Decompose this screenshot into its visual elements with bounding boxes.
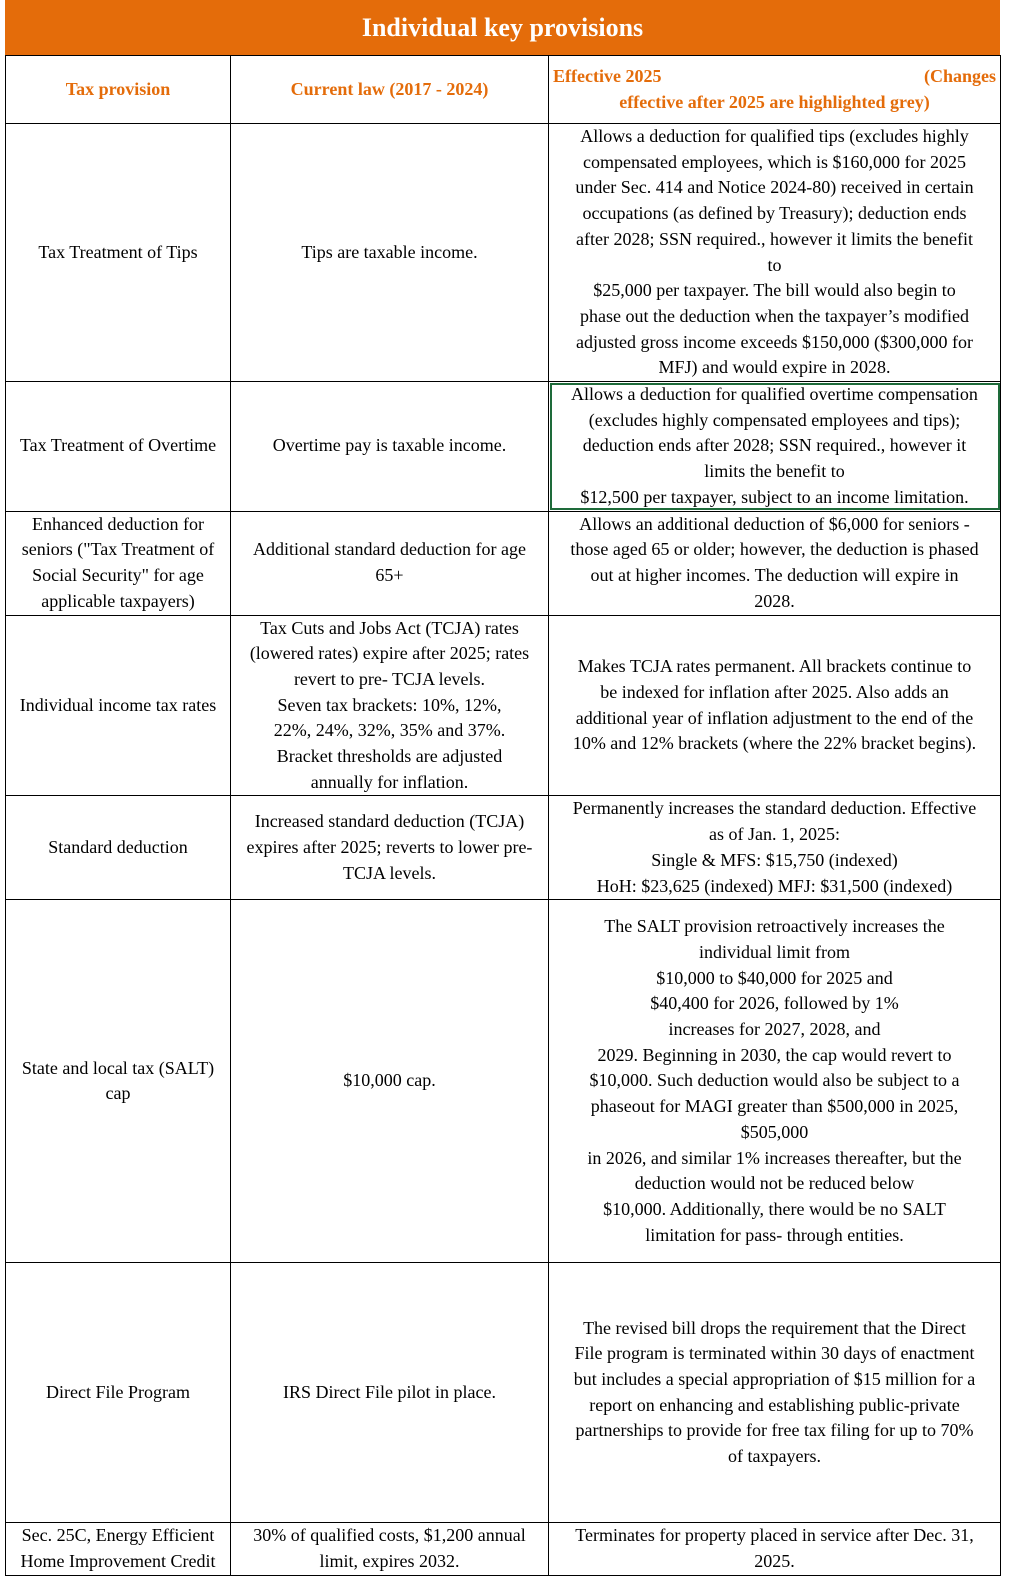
cell-text-line: 10% and 12% brackets (where the 22% bracket begins). xyxy=(572,733,977,754)
cell-text-line: Increased standard deduction (TCJA) xyxy=(254,811,525,832)
cell-text-line: $10,000. Such deduction would also be subject to a xyxy=(589,1070,960,1091)
cell-text-line: Tips are taxable income. xyxy=(301,241,478,262)
header-current-law: Current law (2017 - 2024) xyxy=(231,56,549,124)
provisions-table xyxy=(5,55,1001,1576)
cell-text-line: Enhanced deduction for xyxy=(32,513,204,534)
cell-text-line: State and local tax (SALT) xyxy=(21,1057,215,1078)
table-row xyxy=(6,511,1001,615)
table-row xyxy=(6,796,1001,900)
cell-text-line: but includes a special appropriation of $15 million for a xyxy=(573,1369,976,1390)
cell-text-line: deduction ends after 2028; SSN required., however it xyxy=(582,435,967,456)
cell-text-line: occupations (as defined by Treasury); deduction ends xyxy=(582,203,967,224)
header-changes-note-cont: effective after 2025 are highlighted grey) xyxy=(619,91,930,112)
cell-text-line: of taxpayers. xyxy=(728,1446,821,1467)
cell-text-line: The SALT provision retroactively increases the xyxy=(604,916,945,937)
cell-text-line: Makes TCJA rates permanent. All brackets continue to xyxy=(577,656,972,677)
cell-text-line: deduction would not be reduced below xyxy=(634,1173,915,1194)
cell-text-line: as of Jan. 1, 2025: xyxy=(709,824,840,845)
cell-text-line: Standard deduction xyxy=(48,837,188,858)
current-law-cell[interactable] xyxy=(231,900,549,1263)
provision-cell[interactable] xyxy=(6,615,231,796)
current-law-cell[interactable] xyxy=(231,1263,549,1523)
cell-text-line: increases for 2027, 2028, and xyxy=(668,1019,881,1040)
cell-text-line: Bracket thresholds are adjusted xyxy=(276,746,503,767)
cell-text-line: limitation for pass- through entities. xyxy=(645,1224,904,1245)
cell-text-line: 65+ xyxy=(375,565,404,586)
cell-text-line: MFJ) and would expire in 2028. xyxy=(658,357,891,378)
cell-text-line: (lowered rates) expire after 2025; rates xyxy=(249,643,530,664)
cell-text-line: adjusted gross income exceeds $150,000 ($300,000 for xyxy=(576,331,973,352)
cell-text-line: partnerships to provide for free tax filing for up to 70% xyxy=(575,1420,974,1441)
cell-text-line: The revised bill drops the requirement that the Direct xyxy=(583,1317,966,1338)
effective-2025-cell[interactable] xyxy=(549,124,1001,382)
cell-text-line: HoH: $23,625 (indexed) MFJ: $31,500 (indexed) xyxy=(596,875,953,896)
cell-text-line: after 2028; SSN required., however it limits the benefit xyxy=(576,228,973,249)
table-row xyxy=(6,382,1001,512)
cell-text-line: 2028. xyxy=(754,590,795,611)
provision-cell[interactable] xyxy=(6,1263,231,1523)
cell-text-line: $10,000 to $40,000 for 2025 and xyxy=(656,967,893,988)
cell-text-line: IRS Direct File pilot in place. xyxy=(283,1381,496,1402)
cell-text-line: Tax Treatment of Overtime xyxy=(19,435,217,456)
cell-text-line: $40,400 for 2026, followed by 1% xyxy=(650,993,899,1014)
header-row xyxy=(6,56,1001,124)
cell-text-line: report on enhancing and establishing public-private xyxy=(589,1394,960,1415)
cell-text-line: Direct File Program xyxy=(46,1381,190,1402)
cell-text-line: Individual income tax rates xyxy=(19,694,217,715)
cell-text-line: those aged 65 or older; however, the deduction is phased xyxy=(570,539,979,560)
cell-text-line: $10,000. Additionally, there would be no SALT xyxy=(603,1198,946,1219)
current-law-cell[interactable] xyxy=(231,615,549,796)
cell-text-line: Tax Treatment of Tips xyxy=(38,241,198,262)
cell-text-line: limit, expires 2032. xyxy=(319,1550,460,1571)
table-row xyxy=(6,900,1001,1263)
cell-text-line: revert to pre- TCJA levels. xyxy=(293,668,486,689)
cell-text-line: cap xyxy=(105,1083,131,1104)
cell-text-line: $25,000 per taxpayer. The bill would also begin to xyxy=(593,280,956,301)
effective-2025-cell[interactable] xyxy=(549,900,1001,1263)
cell-text-line: 2025. xyxy=(754,1550,795,1571)
provision-cell[interactable] xyxy=(6,511,231,615)
cell-text-line: (excludes highly compensated employees and tips); xyxy=(588,409,961,430)
table-row xyxy=(6,124,1001,382)
cell-text-line: Allows a deduction for qualified overtime compensation xyxy=(571,384,978,405)
provision-cell[interactable] xyxy=(6,382,231,512)
provision-cell[interactable] xyxy=(6,1523,231,1575)
table-row xyxy=(6,615,1001,796)
cell-text-line: Tax Cuts and Jobs Act (TCJA) rates xyxy=(260,617,519,638)
cell-text-line: Terminates for property placed in service after Dec. 31, xyxy=(575,1525,974,1546)
cell-text-line: compensated employees, which is $160,000 for 2025 xyxy=(583,151,966,172)
cell-text-line: Overtime pay is taxable income. xyxy=(272,435,507,456)
effective-2025-cell-selected[interactable] xyxy=(549,382,1001,512)
effective-2025-cell[interactable] xyxy=(549,511,1001,615)
effective-2025-cell[interactable] xyxy=(549,1523,1001,1575)
cell-text-line: Home Improvement Credit xyxy=(20,1550,216,1571)
cell-text-line: 22%, 24%, 32%, 35% and 37%. xyxy=(273,720,506,741)
header-changes-note: (Changes xyxy=(923,65,996,86)
cell-text-line: limits the benefit to xyxy=(704,461,845,482)
cell-text-line: under Sec. 414 and Notice 2024-80) received in certain xyxy=(575,177,974,198)
cell-text-line: Seven tax brackets: 10%, 12%, xyxy=(277,694,502,715)
cell-text-line: in 2026, and similar 1% increases thereafter, but the xyxy=(587,1147,962,1168)
effective-2025-cell[interactable] xyxy=(549,1263,1001,1523)
provision-cell[interactable] xyxy=(6,124,231,382)
current-law-cell[interactable] xyxy=(231,1523,549,1575)
cell-text-line: applicable taxpayers) xyxy=(41,590,195,611)
cell-text-line: $12,500 per taxpayer, subject to an income limitation. xyxy=(580,486,969,507)
cell-text-line: File program is terminated within 30 days of enactment xyxy=(574,1343,975,1364)
cell-text-line: $505,000 xyxy=(740,1121,809,1142)
cell-text-line: expires after 2025; reverts to lower pre- xyxy=(246,837,533,858)
cell-text-line: phase out the deduction when the taxpayer’s modified xyxy=(579,305,970,326)
cell-text-line: out at higher incomes. The deduction will expire in xyxy=(590,565,959,586)
header-tax-provision: Tax provision xyxy=(6,56,231,124)
current-law-cell[interactable] xyxy=(231,511,549,615)
cell-text-line: Additional standard deduction for age xyxy=(253,539,526,560)
cell-text-line: additional year of inflation adjustment to the end of the xyxy=(575,707,974,728)
current-law-cell[interactable] xyxy=(231,382,549,512)
cell-text-line: phaseout for MAGI greater than $500,000 in 2025, xyxy=(590,1096,959,1117)
table-row xyxy=(6,1523,1001,1575)
current-law-cell[interactable] xyxy=(231,796,549,900)
cell-text-line: 30% of qualified costs, $1,200 annual xyxy=(253,1525,526,1546)
cell-text-line: TCJA levels. xyxy=(343,862,436,883)
cell-text-line: Allows an additional deduction of $6,000 for seniors - xyxy=(579,513,970,534)
cell-text-line: Single & MFS: $15,750 (indexed) xyxy=(651,849,898,870)
provision-cell[interactable] xyxy=(6,900,231,1263)
header-effective-2025 xyxy=(549,56,1001,124)
cell-text-line: seniors ("Tax Treatment of xyxy=(21,539,215,560)
cell-text-line: $10,000 cap. xyxy=(343,1070,436,1091)
cell-text-line: be indexed for inflation after 2025. Also adds an xyxy=(600,681,949,702)
cell-text-line: individual limit from xyxy=(699,941,850,962)
effective-2025-cell[interactable] xyxy=(549,615,1001,796)
table-row xyxy=(6,1263,1001,1523)
cell-text-line: Permanently increases the standard deduction. Effective xyxy=(572,798,977,819)
current-law-cell[interactable] xyxy=(231,124,549,382)
effective-2025-cell[interactable] xyxy=(549,796,1001,900)
cell-text-line: annually for inflation. xyxy=(310,771,469,792)
cell-text-line: Social Security" for age xyxy=(32,565,204,586)
cell-text-line: to xyxy=(767,254,782,275)
provision-cell[interactable] xyxy=(6,796,231,900)
header-effective-label: Effective 2025 xyxy=(553,65,662,86)
page-title: Individual key provisions xyxy=(5,0,1000,55)
cell-text-line: Sec. 25C, Energy Efficient xyxy=(21,1525,215,1546)
cell-text-line: 2029. Beginning in 2030, the cap would revert to xyxy=(597,1044,952,1065)
cell-text-line: Allows a deduction for qualified tips (excludes highly xyxy=(580,126,969,146)
